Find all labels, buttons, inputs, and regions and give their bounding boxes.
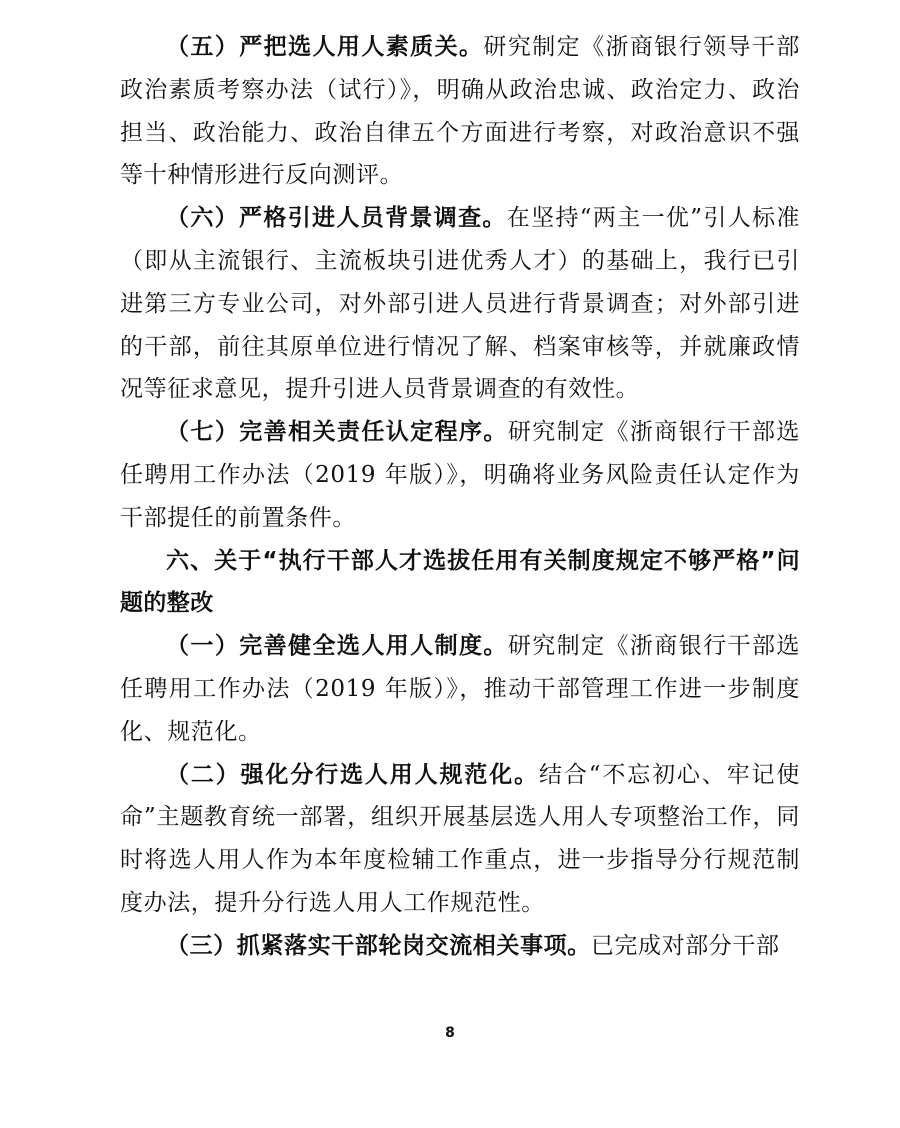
paragraph-5-selection-quality	[120, 26, 800, 197]
paragraph-body: 已完成对部分干部	[590, 932, 780, 959]
paragraph-3-rotation-exchange	[120, 925, 800, 968]
paragraph-heading: （二）强化分行选人用人规范化。	[166, 761, 539, 788]
paragraph-body: 研究制定《浙商银行领导干部政治素质考察办法（试行）》，明确从政治忠诚、政治定力、政治担当、政治能力、政治自律五个方面进行考察，对政治意识不强等十种情形进行反向测评。	[120, 34, 800, 189]
paragraph-body: 在坚持“两主一优”引人标准（即从主流银行、主流板块引进优秀人才）的基础上，我行已引进第三方专业公司，对外部引进人员进行背景调查；对外部引进的干部，前往其原单位进行情况了解、档案审核等，并就廉政情况等征求意见，提升引进人员背景调查的有效性。	[120, 205, 800, 403]
document-body	[120, 26, 800, 968]
section-heading-six: 六、关于“执行干部人才选拔任用有关制度规定不够严格”问题的整改	[120, 547, 800, 617]
paragraph-heading: （三）抓紧落实干部轮岗交流相关事项。	[166, 932, 591, 959]
paragraph-heading: （七）完善相关责任认定程序。	[166, 419, 508, 446]
paragraph-7-responsibility-procedure	[120, 411, 800, 539]
paragraph-body: 研究制定《浙商银行干部选任聘用工作办法（2019 年版）》，推动干部管理工作进一步制度化、规范化。	[120, 633, 801, 745]
paragraph-heading: （六）严格引进人员背景调查。	[166, 205, 507, 232]
paragraph-6-background-check	[120, 197, 800, 411]
page-number: 8	[445, 1025, 455, 1041]
paragraph-1-improve-system	[120, 625, 800, 753]
paragraph-body: 结合“不忘初心、牢记使命”主题教育统一部署，组织开展基层选人用人专项整治工作，同时将选人用人作为本年度检辅工作重点，进一步指导分行规范制度办法，提升分行选人用人工作规范性。	[120, 761, 800, 916]
paragraph-heading: （五）严把选人用人素质关。	[166, 34, 484, 60]
paragraph-2-branch-standardization	[120, 754, 800, 925]
paragraph-heading: （一）完善健全选人用人制度。	[166, 633, 508, 660]
paragraph-body: 研究制定《浙商银行干部选任聘用工作办法（2019 年版）》，明确将业务风险责任认定作为干部提任的前置条件。	[120, 419, 801, 531]
